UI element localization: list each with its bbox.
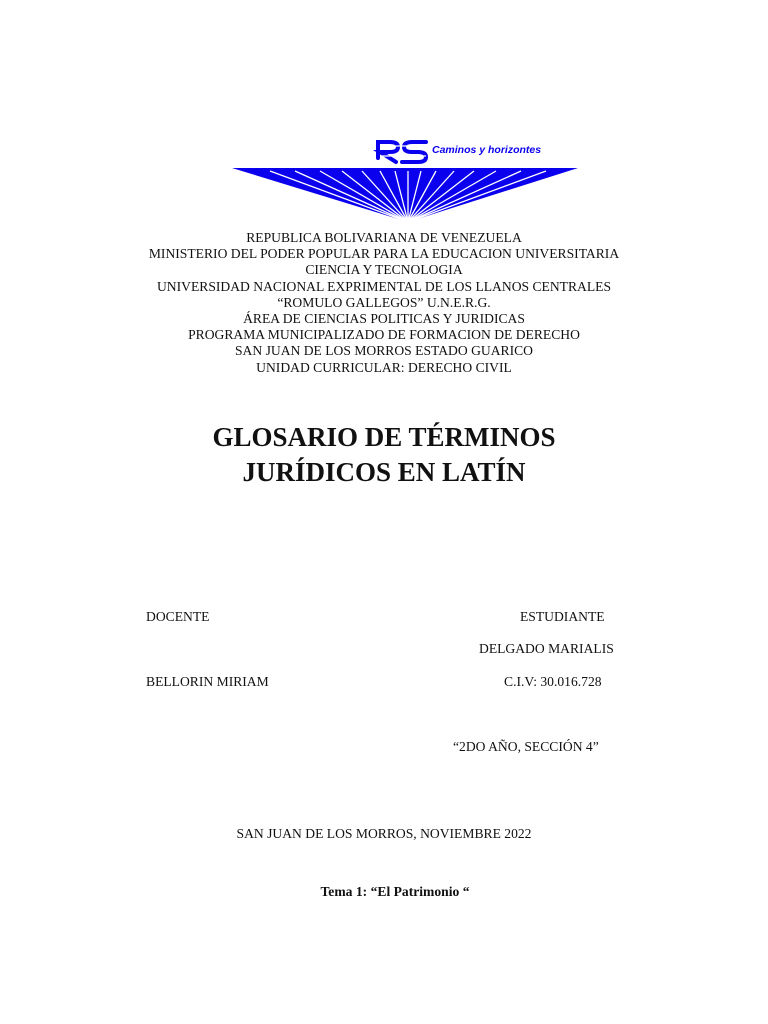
title-line-1: GLOSARIO DE TÉRMINOS — [212, 422, 556, 452]
header-line: UNIDAD CURRICULAR: DERECHO CIVIL — [256, 359, 512, 375]
estudiante-label: ESTUDIANTE — [520, 609, 605, 624]
document-title — [0, 420, 768, 490]
university-logo — [230, 130, 580, 230]
header-line: UNIVERSIDAD NACIONAL EXPRIMENTAL DE LOS LLANOS CENTRALES — [156, 278, 612, 294]
teacher-name: BELLORIN MIRIAM — [146, 674, 269, 689]
institution-header — [0, 230, 768, 376]
header-line: PROGRAMA MUNICIPALIZADO DE FORMACION DE DERECHO — [188, 327, 580, 343]
place-date: SAN JUAN DE LOS MORROS, NOVIEMBRE 2022 — [236, 826, 532, 841]
logo-brand-text: Caminos y horizontes — [432, 144, 542, 156]
student-id: C.I.V: 30.016.728 — [504, 674, 602, 689]
title-line-2: JURÍDICOS EN LATÍN — [242, 457, 526, 487]
header-line: MINISTERIO DEL PODER POPULAR PARA LA EDUCACION UNIVERSITARIA — [148, 246, 620, 262]
header-line: SAN JUAN DE LOS MORROS ESTADO GUARICO — [235, 343, 533, 359]
student-section: “2DO AÑO, SECCIÓN 4” — [453, 739, 599, 754]
header-line: ÁREA DE CIENCIAS POLITICAS Y JURIDICAS — [243, 311, 525, 327]
topic-heading: Tema 1: “El Patrimonio “ — [320, 884, 470, 899]
header-line: CIENCIA Y TECNOLOGIA — [305, 262, 463, 278]
header-line: REPUBLICA BOLIVARIANA DE VENEZUELA — [246, 230, 522, 245]
student-name: DELGADO MARIALIS — [479, 641, 614, 656]
docente-label: DOCENTE — [146, 609, 210, 624]
header-line: “ROMULO GALLEGOS” U.N.E.R.G. — [277, 294, 491, 310]
